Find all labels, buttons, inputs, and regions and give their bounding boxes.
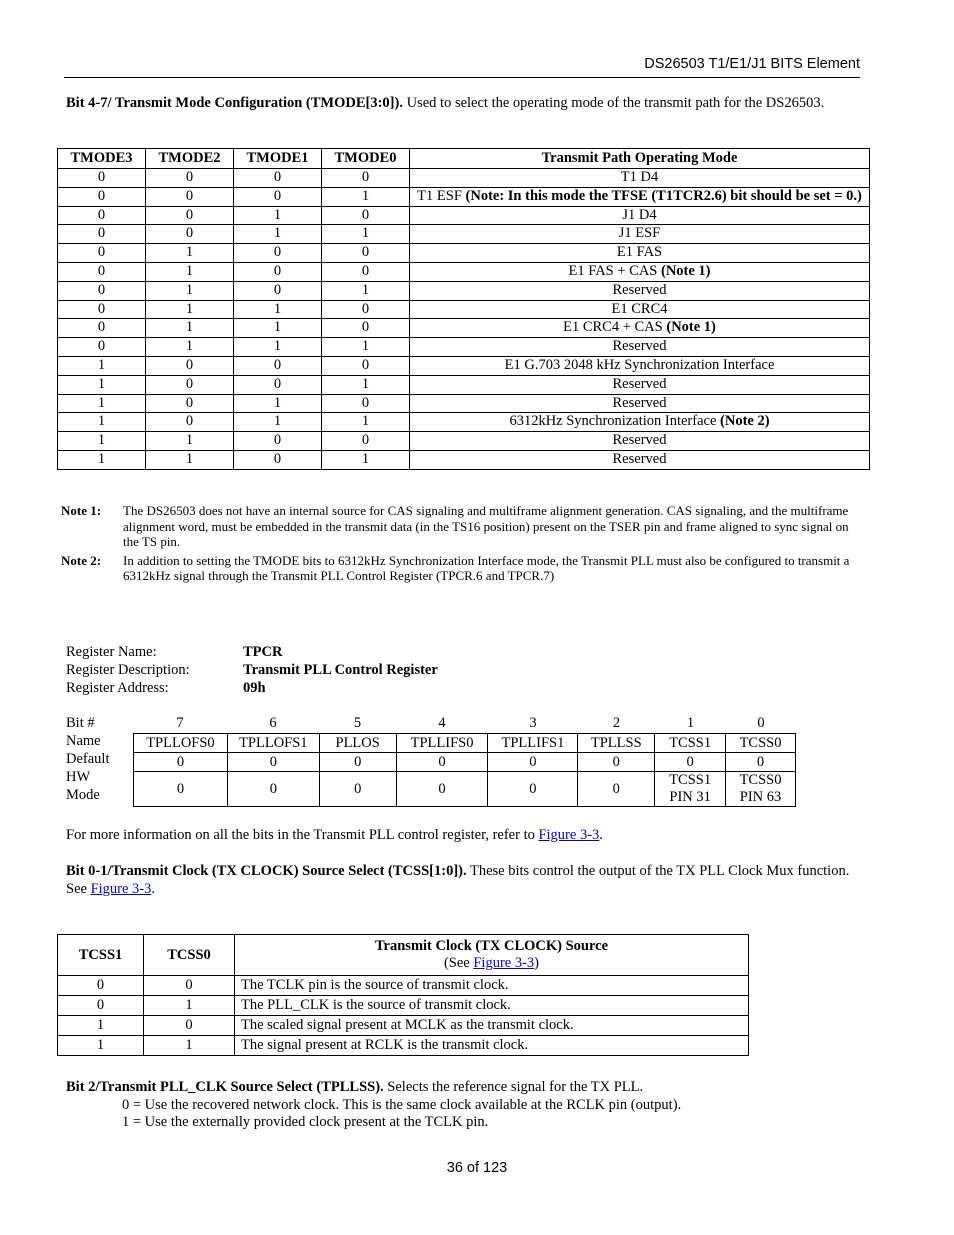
tmode-bit-cell: 1 [234, 206, 322, 225]
header-tcss1: TCSS1 [58, 935, 144, 976]
operating-mode-cell [410, 262, 870, 281]
tmode-bit-cell: 1 [146, 262, 234, 281]
hw-mode-value: 0 [269, 780, 277, 797]
note-label: Note 1: [61, 503, 102, 518]
bit-number: 2 [612, 715, 621, 731]
tmode-bit-cell: 1 [58, 413, 146, 432]
tmode-bit-cell: 0 [146, 413, 234, 432]
mode-note: (Note 1) [666, 319, 716, 336]
notes [61, 503, 861, 587]
tmode-bit-cell: 0 [58, 169, 146, 188]
tcss1-cell: 0 [58, 996, 144, 1016]
bit-default-cell: 0 [396, 753, 488, 772]
mode-text: E1 G.703 2048 kHz Synchronization Interface [504, 356, 775, 373]
bit-hw-mode-cell [488, 772, 578, 807]
bit-name-cell: TPLLIFS0 [396, 734, 488, 753]
tcss-description [66, 862, 866, 898]
bit-number: 0 [757, 715, 765, 731]
tcss1-cell: 0 [58, 976, 144, 996]
bit-default-row [134, 753, 796, 772]
tmode-bit-cell: 0 [58, 338, 146, 357]
operating-mode-cell [410, 413, 870, 432]
table-row [58, 169, 870, 188]
tmode-bit-cell: 1 [58, 375, 146, 394]
hw-mode-value: 0 [529, 780, 537, 797]
table-row [58, 394, 870, 413]
tmode-bit-cell: 1 [234, 300, 322, 319]
table-row [58, 1036, 749, 1056]
operating-mode-cell [410, 225, 870, 244]
bit-number: 5 [353, 715, 362, 731]
table-row [58, 281, 870, 300]
mode-text: T1 D4 [620, 169, 659, 185]
tmode-bit-cell: 0 [58, 300, 146, 319]
tmode-bit-cell: 0 [322, 244, 410, 263]
tpllss-option-1: 1 = Use the externally provided clock present at the TCLK pin. [122, 1114, 489, 1130]
table-row [58, 375, 870, 394]
operating-mode-cell [410, 432, 870, 451]
tmode-bit-cell: 1 [322, 187, 410, 206]
table-row [58, 244, 870, 263]
bit-default-cell: 0 [488, 753, 578, 772]
tmode-bit-cell: 1 [322, 450, 410, 469]
tmode-bit-cell: 0 [322, 206, 410, 225]
table-row [58, 356, 870, 375]
mode-text: 6312kHz Synchronization Interface [509, 413, 721, 430]
bit-number-label: Bit # [66, 715, 95, 731]
hw-label: HW [66, 769, 91, 785]
table-row [58, 432, 870, 451]
more-info-text: For more information on all the bits in the Transmit PLL control register, refer to [66, 827, 539, 843]
bit-default-cell: 0 [578, 753, 655, 772]
operating-mode-cell [410, 356, 870, 375]
table-row [58, 187, 870, 206]
mode-text: E1 FAS [616, 244, 663, 261]
register-address-label: Register Address: [66, 680, 169, 696]
name-label: Name [66, 733, 101, 749]
bit-hw-mode-cell [227, 772, 319, 807]
tmode-bit-cell: 0 [58, 319, 146, 338]
operating-mode-cell [410, 319, 870, 338]
default-label: Default [66, 751, 110, 767]
register-address: 09h [243, 680, 266, 696]
tmode-bit-cell: 0 [58, 206, 146, 225]
tmode-bit-cell: 0 [234, 450, 322, 469]
source-sub-post: ) [534, 955, 540, 971]
tmode-bit-cell: 0 [234, 187, 322, 206]
bit-hw-mode-row [134, 772, 796, 807]
register-name: TPCR [243, 644, 283, 660]
mode-text: E1 CRC4 + CAS [563, 319, 667, 336]
tmode-bit-cell: 0 [322, 319, 410, 338]
bit-default-cell: 0 [319, 753, 396, 772]
operating-mode-cell [410, 244, 870, 263]
tmode-bit-cell: 1 [146, 281, 234, 300]
tmode-bit-cell: 1 [58, 356, 146, 375]
mode-text: T1 ESF [417, 187, 466, 204]
tcss-table [57, 934, 749, 1056]
tcss-table-header [58, 935, 749, 976]
document-title: DS26503 T1/E1/J1 BITS Element [644, 56, 860, 72]
register-name-label: Register Name: [66, 644, 157, 660]
note-text: In addition to setting the TMODE bits to 6312kHz Synchronization Interface mode, the Transmit PLL must also be configured to transmit a 6312kHz signal through the Transmit PLL Control Register (TPCR.6 and TPCR.7) [123, 552, 850, 584]
tpllss-text: Selects the reference signal for the TX PLL. [383, 1079, 644, 1095]
header-tmode3: TMODE3 [58, 149, 146, 169]
tmode-bit-cell: 1 [146, 300, 234, 319]
bit-number: 3 [529, 715, 537, 731]
hw-mode-value: 0 [612, 780, 620, 797]
operating-mode-cell [410, 300, 870, 319]
tmode-bit-cell: 0 [146, 225, 234, 244]
tmode-bit-cell: 0 [58, 225, 146, 244]
hw-mode-pin: PIN 63 [739, 789, 782, 805]
register-info [66, 643, 438, 697]
tmode-bit-cell: 0 [322, 300, 410, 319]
operating-mode-cell [410, 394, 870, 413]
tmode-bit-cell: 1 [58, 450, 146, 469]
tmode-bit-cell: 1 [322, 338, 410, 357]
bit-name-cell: TPLLSS [578, 734, 655, 753]
tcss-heading: Bit 0-1/Transmit Clock (TX CLOCK) Source Select (TCSS[1:0]). [66, 863, 467, 879]
bit-name-cell: TCSS1 [655, 734, 726, 753]
tmode-bit-cell: 1 [234, 225, 322, 244]
bit-default-cell: 0 [227, 753, 319, 772]
clock-source-cell: The scaled signal present at MCLK as the transmit clock. [235, 1016, 749, 1036]
tmode-bit-cell: 0 [234, 356, 322, 375]
table-row [58, 225, 870, 244]
tcss1-cell: 1 [58, 1016, 144, 1036]
bit-number: 7 [176, 715, 184, 731]
bit-name-cell: TCSS0 [726, 734, 796, 753]
bit-default-cell: 0 [134, 753, 228, 772]
tcss0-cell: 0 [144, 976, 235, 996]
hw-mode-pin: PIN 31 [669, 789, 711, 805]
tmode-bit-cell: 0 [322, 394, 410, 413]
mode-text: Reserved [612, 281, 667, 298]
mode-text: Reserved [612, 338, 667, 355]
bit-name-row [134, 734, 796, 753]
bit-hw-mode-cell [319, 772, 396, 807]
table-row [58, 996, 749, 1016]
tmode-heading: Bit 4-7/ Transmit Mode Configuration (TMODE[3:0]). [66, 95, 403, 111]
table-row [58, 976, 749, 996]
tmode-bit-cell: 0 [146, 206, 234, 225]
tmode-table-header [58, 149, 870, 169]
mode-text: Reserved [612, 450, 667, 467]
register-desc-label: Register Description: [66, 662, 190, 678]
bit-name-cell: TPLLIFS1 [488, 734, 578, 753]
bit-name-cell: TPLLOFS0 [134, 734, 228, 753]
tmode-bit-cell: 1 [146, 450, 234, 469]
tmode-bit-cell: 0 [234, 262, 322, 281]
tmode-description [66, 94, 866, 112]
mode-text: J1 D4 [622, 206, 657, 223]
figure-link[interactable]: Figure 3-3 [90, 881, 152, 897]
mode-text: Reserved [612, 394, 667, 411]
tmode-bit-cell: 0 [146, 394, 234, 413]
tcss0-cell: 1 [144, 996, 235, 1016]
tmode-bit-cell: 0 [322, 432, 410, 451]
operating-mode-cell [410, 338, 870, 357]
tmode-bit-cell: 0 [146, 356, 234, 375]
bit-row-labels [66, 714, 109, 804]
source-subheader [235, 955, 748, 972]
mode-note: (Note 2) [720, 413, 770, 430]
bit-name-cell: TPLLOFS1 [227, 734, 319, 753]
tmode-bit-cell: 1 [146, 338, 234, 357]
register-description: Transmit PLL Control Register [243, 662, 438, 678]
bit-number: 6 [269, 715, 277, 731]
bit-default-cell: 0 [655, 753, 726, 772]
hw-mode-value: TCSS0 [739, 772, 782, 788]
table-row [58, 1016, 749, 1036]
operating-mode-cell [410, 187, 870, 206]
operating-mode-cell [410, 450, 870, 469]
register-bit-table [133, 733, 796, 807]
hw-mode-value: 0 [354, 780, 362, 797]
tmode-bit-cell: 0 [234, 244, 322, 263]
table-row [58, 413, 870, 432]
more-info-end: . [599, 827, 603, 843]
mode-note: (Note 1) [660, 262, 711, 279]
bit-number-row [133, 715, 796, 732]
page-number: 36 of 123 [446, 1160, 508, 1176]
tmode-bit-cell: 0 [322, 262, 410, 281]
source-header: Transmit Clock (TX CLOCK) Source [374, 938, 609, 954]
hw-mode-value: 0 [176, 780, 185, 797]
header-tmode0: TMODE0 [322, 149, 410, 169]
note-2 [61, 553, 861, 584]
bit-hw-mode-cell [578, 772, 655, 807]
tmode-bit-cell: 0 [322, 169, 410, 188]
tmode-bit-cell: 1 [234, 319, 322, 338]
tcss0-cell: 1 [144, 1036, 235, 1056]
page-header [64, 56, 860, 78]
tmode-bit-cell: 0 [234, 281, 322, 300]
source-sub-pre: (See [443, 955, 474, 971]
clock-source-cell: The TCLK pin is the source of transmit clock. [235, 976, 749, 996]
operating-mode-cell [410, 375, 870, 394]
tmode-table [57, 148, 870, 470]
tmode-bit-cell: 0 [58, 244, 146, 263]
operating-mode-cell [410, 169, 870, 188]
table-row [58, 319, 870, 338]
tmode-bit-cell: 0 [234, 432, 322, 451]
bit-hw-mode-cell [134, 772, 228, 807]
bit-name-cell: PLLOS [319, 734, 396, 753]
figure-link[interactable]: Figure 3-3 [473, 955, 535, 971]
mode-label: Mode [66, 787, 100, 803]
header-tmode2: TMODE2 [146, 149, 234, 169]
bit-number: 1 [686, 715, 695, 731]
table-row [58, 262, 870, 281]
tmode-bit-cell: 1 [146, 319, 234, 338]
tmode-bit-cell: 1 [58, 432, 146, 451]
bit-hw-mode-cell [396, 772, 488, 807]
operating-mode-cell [410, 206, 870, 225]
tmode-bit-cell: 1 [58, 394, 146, 413]
tmode-bit-cell: 1 [322, 225, 410, 244]
note-text: The DS26503 does not have an internal source for CAS signaling and multiframe alignment generation. CAS signaling, and the multiframe alignment word, must be embedded in the transmit data (in the TS16 position) present on the TSER pin and frame aligned to sync signal on the TS pin. [123, 503, 849, 550]
tmode-bit-cell: 1 [234, 413, 322, 432]
tcss1-cell: 1 [58, 1036, 144, 1056]
bit-hw-mode-cell [726, 772, 796, 807]
tmode-bit-cell: 1 [234, 338, 322, 357]
tmode-bit-cell: 1 [322, 281, 410, 300]
bit-default-cell: 0 [726, 753, 796, 772]
tmode-bit-cell: 0 [58, 281, 146, 300]
header-tmode1: TMODE1 [234, 149, 322, 169]
tmode-bit-cell: 1 [322, 413, 410, 432]
tmode-bit-cell: 0 [146, 187, 234, 206]
table-row [58, 206, 870, 225]
mode-text: E1 CRC4 [611, 300, 668, 317]
operating-mode-cell [410, 281, 870, 300]
mode-text: J1 ESF [618, 225, 661, 242]
tmode-bit-cell: 1 [146, 432, 234, 451]
note-1 [61, 503, 861, 550]
clock-source-cell: The signal present at RCLK is the transmit clock. [235, 1036, 749, 1056]
clock-source-cell: The PLL_CLK is the source of transmit clock. [235, 996, 749, 1016]
hw-mode-value: 0 [438, 780, 446, 797]
header-tx-clock-source [235, 935, 749, 976]
tcss0-cell: 0 [144, 1016, 235, 1036]
table-row [58, 300, 870, 319]
tcss-text: These bits control the output of the TX PLL Clock Mux function. See [66, 863, 850, 897]
tmode-bit-cell: 1 [146, 244, 234, 263]
tmode-text: Used to select the operating mode of the transmit path for the DS26503. [402, 95, 825, 111]
tmode-bit-cell: 0 [234, 375, 322, 394]
tmode-bit-cell: 0 [322, 356, 410, 375]
tmode-bit-cell: 1 [234, 394, 322, 413]
mode-text: Reserved [612, 375, 667, 392]
mode-text: Reserved [612, 432, 667, 449]
tmode-bit-cell: 0 [58, 262, 146, 281]
tmode-bit-cell: 0 [146, 169, 234, 188]
table-row [58, 338, 870, 357]
mode-text: E1 FAS + CAS [568, 262, 661, 279]
bit-hw-mode-cell [655, 772, 726, 807]
figure-link[interactable]: Figure 3-3 [538, 827, 600, 843]
mode-note: (Note: In this mode the TFSE (T1TCR2.6) bit should be set = 0.) [465, 187, 862, 204]
tmode-bit-cell: 0 [58, 187, 146, 206]
bit-number: 4 [438, 715, 446, 731]
tpllss-option-0: 0 = Use the recovered network clock. This is the same clock available at the RCLK pin (output). [122, 1097, 682, 1113]
tcss-end: . [151, 881, 155, 897]
tpllss-description [66, 1078, 866, 1096]
header-operating-mode: Transmit Path Operating Mode [410, 149, 870, 169]
note-label: Note 2: [61, 552, 102, 568]
header-tcss0: TCSS0 [144, 935, 235, 976]
table-row [58, 450, 870, 469]
tpllss-heading: Bit 2/Transmit PLL_CLK Source Select (TPLLSS). [66, 1079, 384, 1095]
tmode-bit-cell: 1 [322, 375, 410, 394]
hw-mode-value: TCSS1 [669, 772, 712, 788]
more-info-paragraph [66, 826, 866, 844]
tmode-bit-cell: 0 [146, 375, 234, 394]
tmode-bit-cell: 0 [234, 169, 322, 188]
